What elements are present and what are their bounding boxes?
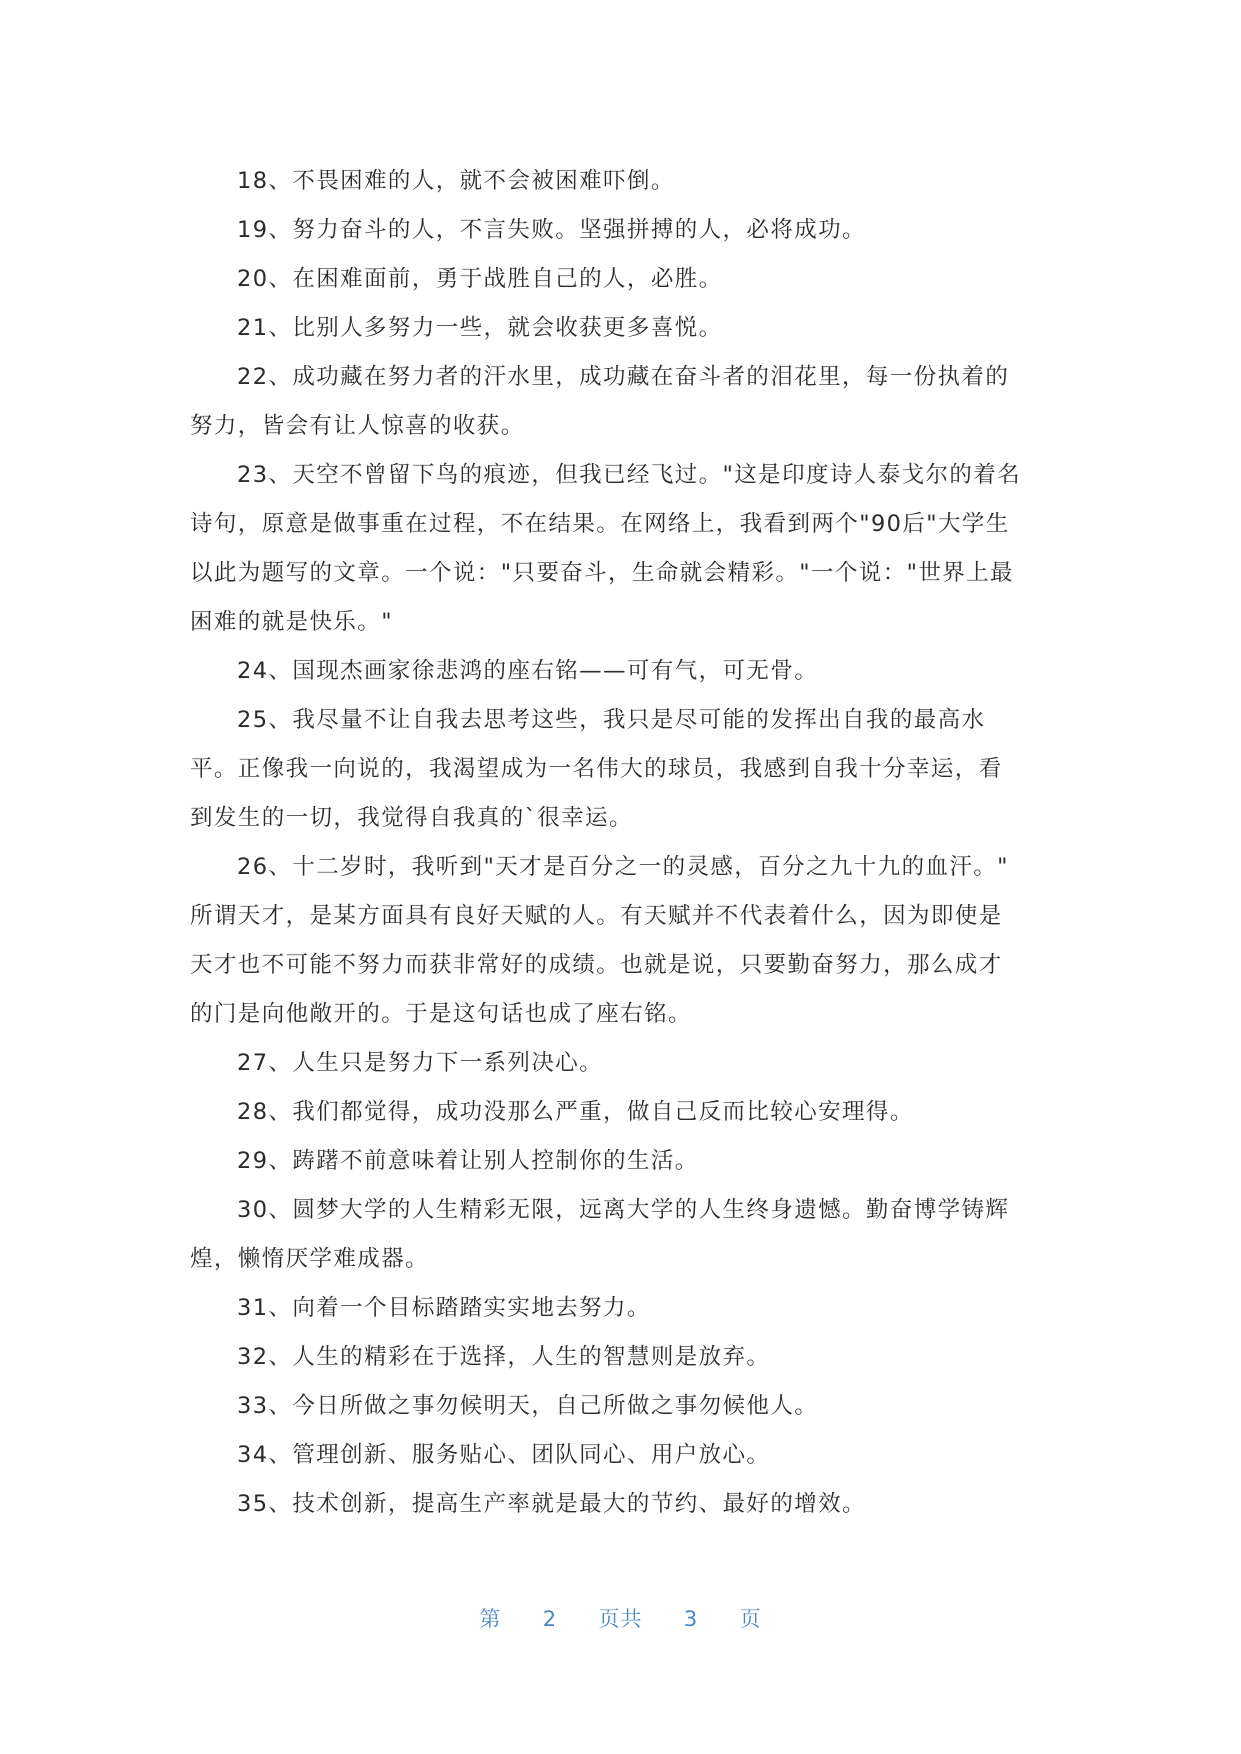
paragraph-line: 努力，皆会有让人惊喜的收获。 [190, 413, 525, 439]
paragraph [190, 1333, 1055, 1382]
paragraph-line: 24、国现杰画家徐悲鸿的座右铭——可有气，可无骨。 [237, 658, 819, 684]
paragraph-line: 平。正像我一向说的，我渴望成为一名伟大的球员，我感到自我十分幸运，看 [190, 756, 1003, 782]
paragraph [190, 1382, 1055, 1431]
paragraph-line: 22、成功藏在努力者的汗水里，成功藏在奋斗者的泪花里，每一份执着的 [237, 364, 1010, 390]
paragraph-line: 煌，懒惰厌学难成器。 [190, 1246, 430, 1272]
footer-suffix: 页 [739, 1607, 762, 1631]
paragraph-line: 31、向着一个目标踏踏实实地去努力。 [237, 1295, 651, 1321]
paragraph-line: 诗句，原意是做事重在过程，不在结果。在网络上，我看到两个"90后"大学生 [190, 511, 1010, 537]
paragraph [190, 1284, 1055, 1333]
paragraph-line: 的门是向他敞开的。于是这句话也成了座右铭。 [190, 1001, 692, 1027]
page-footer [0, 1603, 1241, 1633]
paragraph-line: 所谓天才，是某方面具有良好天赋的人。有天赋并不代表着什么，因为即使是 [190, 903, 1003, 929]
paragraph [190, 843, 1055, 1039]
paragraph [190, 304, 1055, 353]
paragraph-line: 30、圆梦大学的人生精彩无限，远离大学的人生终身遗憾。勤奋博学铸辉 [237, 1197, 1010, 1223]
paragraph-line: 32、人生的精彩在于选择，人生的智慧则是放弃。 [237, 1344, 771, 1370]
paragraph-line: 33、今日所做之事勿候明天，自己所做之事勿候他人。 [237, 1393, 819, 1419]
paragraph-line: 天才也不可能不努力而获非常好的成绩。也就是说，只要勤奋努力，那么成才 [190, 952, 1003, 978]
paragraph-line: 35、技术创新，提高生产率就是最大的节约、最好的增效。 [237, 1491, 866, 1517]
paragraph-line: 27、人生只是努力下一系列决心。 [237, 1050, 604, 1076]
paragraph-line: 到发生的一切，我觉得自我真的`很幸运。 [190, 805, 633, 831]
paragraph [190, 1137, 1055, 1186]
paragraph-line: 19、努力奋斗的人，不言失败。坚强拼搏的人，必将成功。 [237, 217, 866, 243]
paragraph-line: 以此为题写的文章。一个说："只要奋斗，生命就会精彩。"一个说："世界上最 [190, 560, 1014, 586]
paragraph [190, 255, 1055, 304]
paragraph-line: 困难的就是快乐。" [190, 609, 393, 635]
paragraph-line: 18、不畏困难的人，就不会被困难吓倒。 [237, 168, 675, 194]
paragraph-line: 26、十二岁时，我听到"天才是百分之一的灵感，百分之九十九的血汗。" [237, 854, 1009, 880]
footer-prefix: 第 [479, 1607, 502, 1631]
paragraph [190, 696, 1055, 843]
footer-middle: 页共 [598, 1607, 643, 1631]
paragraph-line: 20、在困难面前，勇于战胜自己的人，必胜。 [237, 266, 723, 292]
paragraph-line: 25、我尽量不让自我去思考这些，我只是尽可能的发挥出自我的最高水 [237, 707, 986, 733]
paragraph [190, 1431, 1055, 1480]
paragraph [190, 353, 1055, 451]
paragraph [190, 647, 1055, 696]
footer-page-number: 2 [542, 1607, 558, 1631]
paragraph [190, 206, 1055, 255]
paragraph-line: 28、我们都觉得，成功没那么严重，做自己反而比较心安理得。 [237, 1099, 914, 1125]
paragraph [190, 1088, 1055, 1137]
paragraph [190, 1039, 1055, 1088]
paragraph-line: 34、管理创新、服务贴心、团队同心、用户放心。 [237, 1442, 771, 1468]
paragraph [190, 451, 1055, 647]
paragraph [190, 1480, 1055, 1529]
paragraph-line: 23、天空不曾留下鸟的痕迹，但我已经飞过。"这是印度诗人泰戈尔的着名 [237, 462, 1022, 488]
document-body [190, 157, 1055, 1529]
paragraph [190, 1186, 1055, 1284]
footer-total-pages: 3 [683, 1607, 699, 1631]
paragraph-line: 21、比别人多努力一些，就会收获更多喜悦。 [237, 315, 723, 341]
paragraph-line: 29、踌躇不前意味着让别人控制你的生活。 [237, 1148, 699, 1174]
paragraph [190, 157, 1055, 206]
